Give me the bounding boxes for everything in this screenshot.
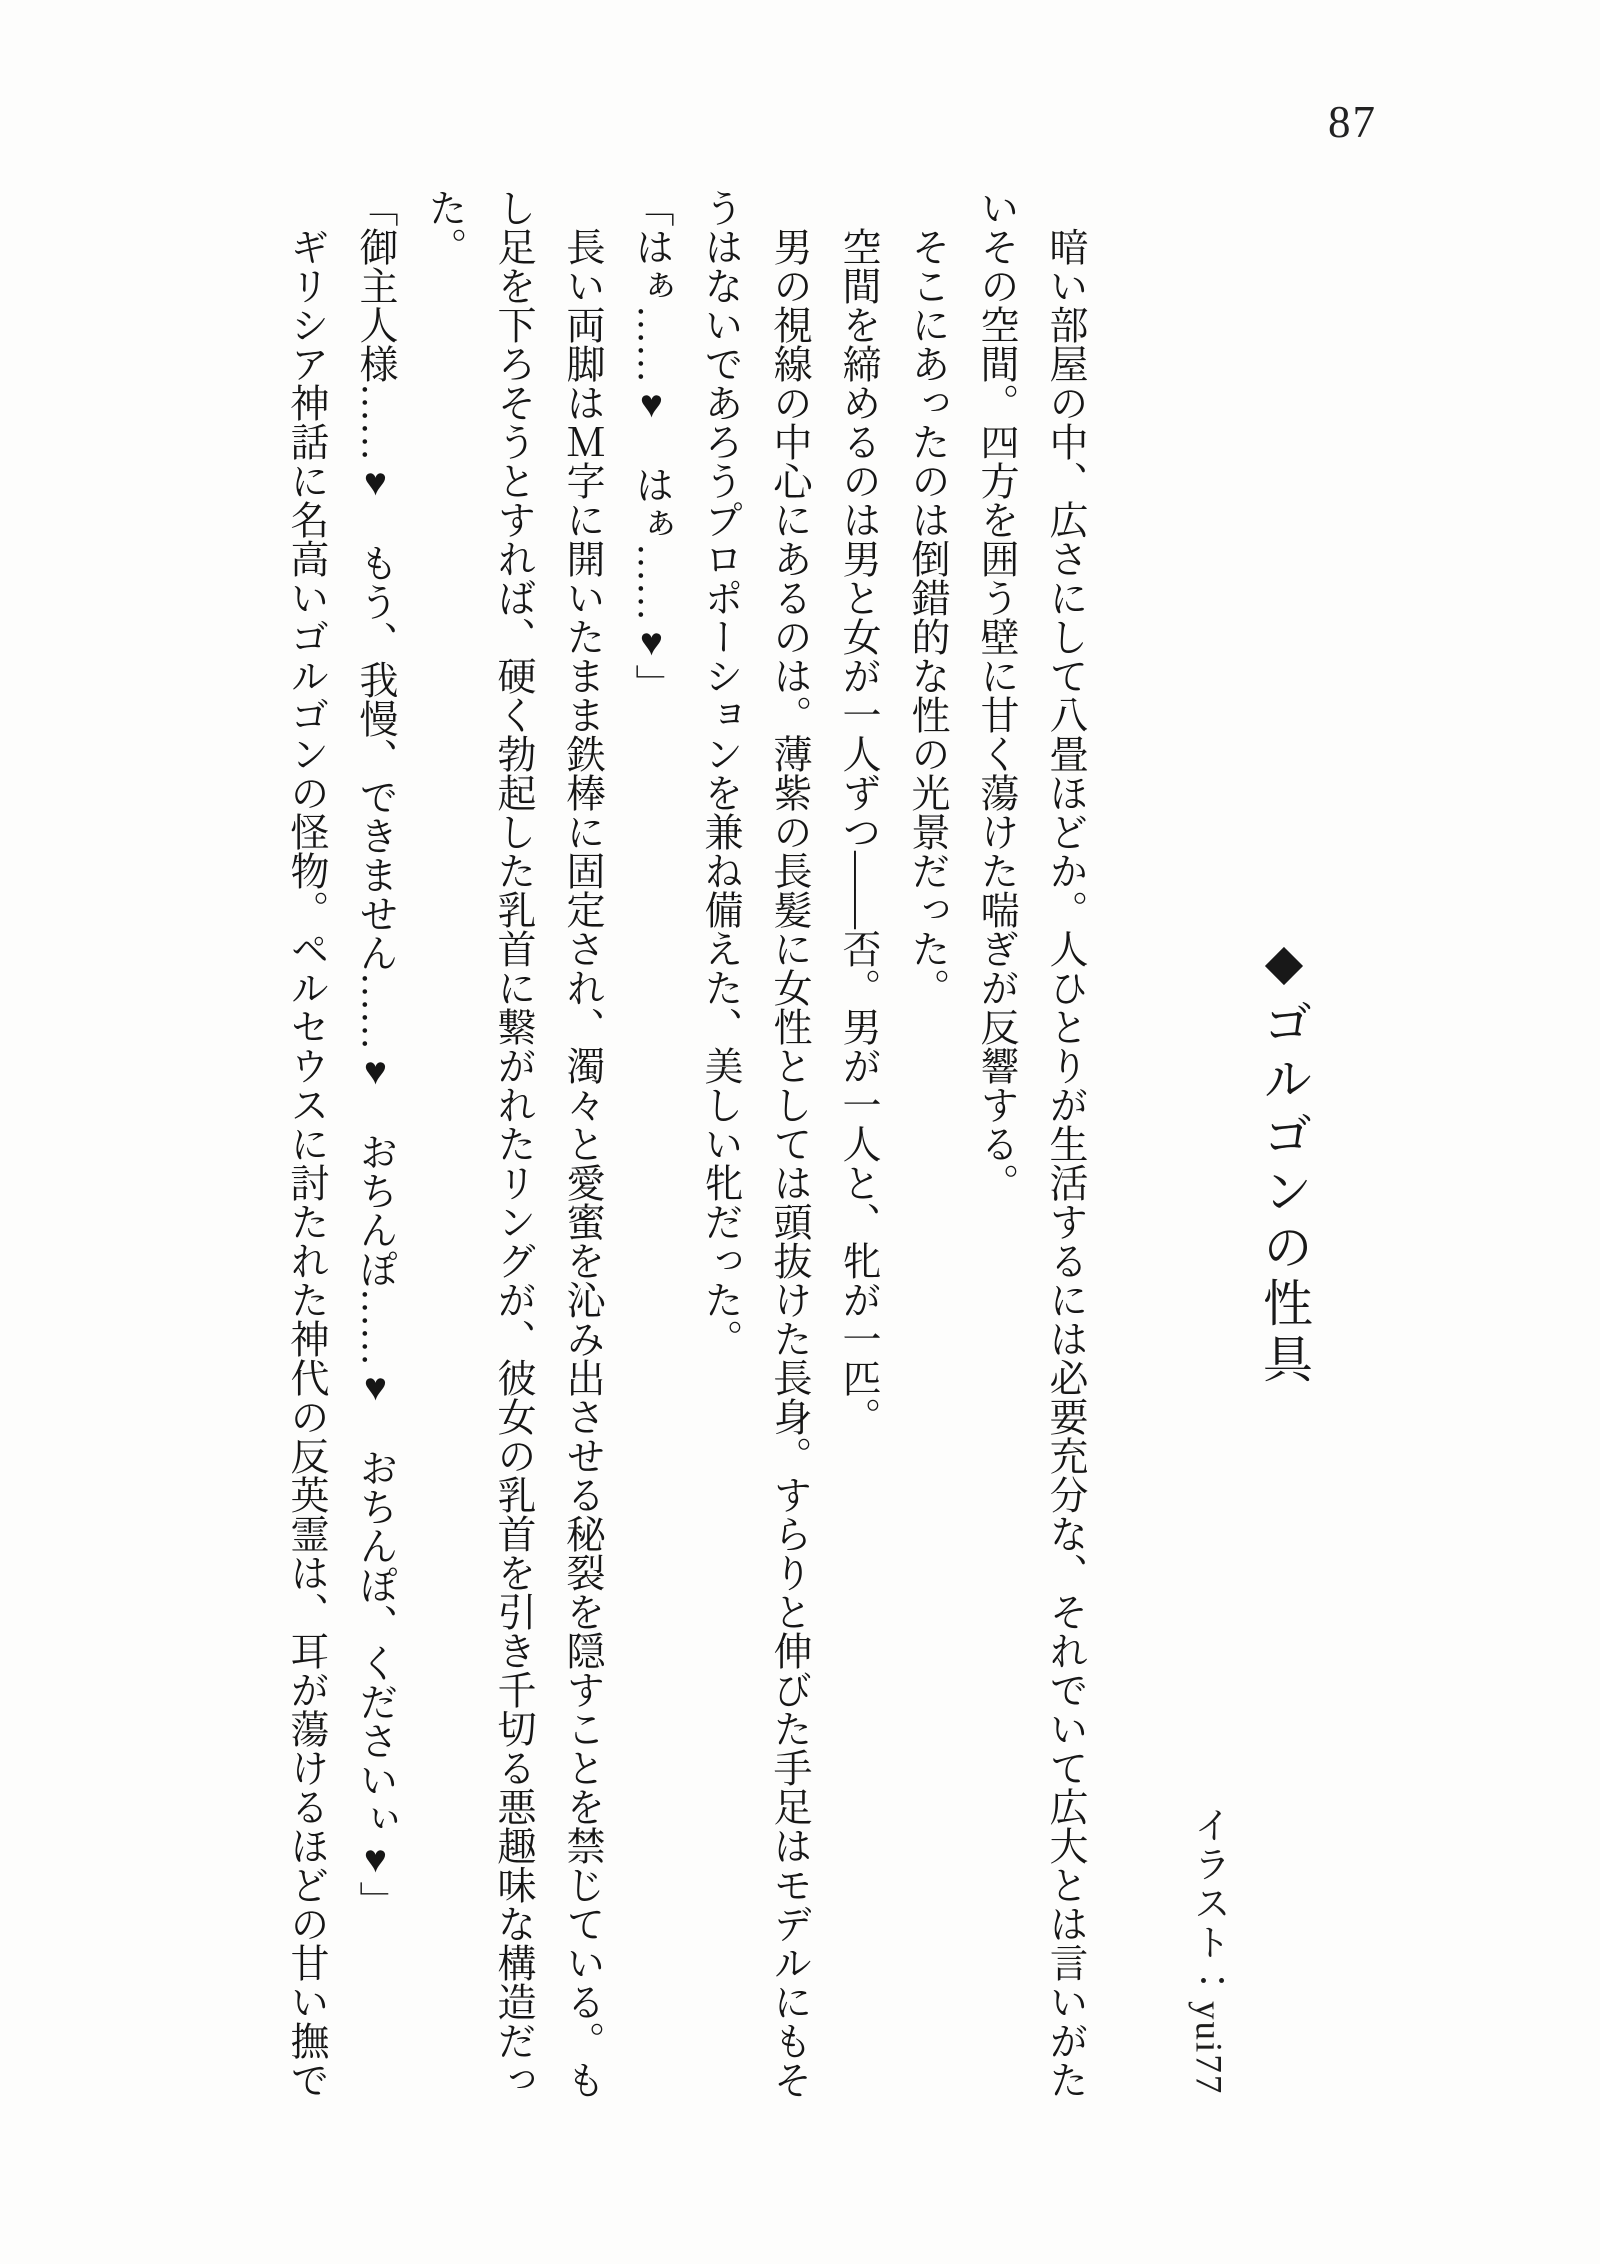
chapter-title-text: ゴルゴンの性具 (1256, 997, 1312, 1389)
paragraph: そこにあったのは倒錯的な性の光景だった。 (906, 227, 949, 1007)
illustrator-credit: イラスト：yui77 (1187, 1806, 1229, 2096)
body-text (272, 188, 1100, 2118)
paragraph: 男の視線の中心にあるのは。薄紫の長髪に女性としては頭抜けた長身。すらりと伸びた手足はモデルにもそうはないであろうプロポーションを兼ね備えた、美しい牝だった。 (699, 188, 811, 2099)
diamond-marker-icon: ◆ (1256, 933, 1312, 997)
page-number: 87 (1328, 97, 1377, 147)
paragraph: 長い両脚はＭ字に開いたまま鉄棒に固定され、濁々と愛蜜を沁み出させる秘裂を隠すことを禁じている。もし足を下ろそうとすれば、硬く勃起した乳首に繋がれたリングが、彼女の乳首を引き千切る悪趣味な構造だった。 (423, 188, 604, 2099)
chapter-title (1256, 933, 1312, 1389)
paragraph: ギリシア神話に名高いゴルゴンの怪物。ペルセウスに討たれた神代の反英霊は、耳が蕩けるほどの甘い撫で (285, 227, 328, 2099)
paragraph: 暗い部屋の中、広さにして八畳ほどか。人ひとりが生活するには必要充分な、それでいて広大とは言いがたいその空間。四方を囲う壁に甘く蕩けた喘ぎが反響する。 (975, 188, 1087, 2099)
paragraph: 空間を締めるのは男と女が一人ずつ――否。男が一人と、牝が一匹。 (837, 227, 880, 1436)
paragraph: 「はぁ……♥ はぁ……♥」 (630, 188, 673, 703)
paragraph: 「御主人様……♥ もう、我慢、できません……♥ おちんぽ……♥ おちんぽ、くださいぃ♥」 (354, 188, 397, 1920)
